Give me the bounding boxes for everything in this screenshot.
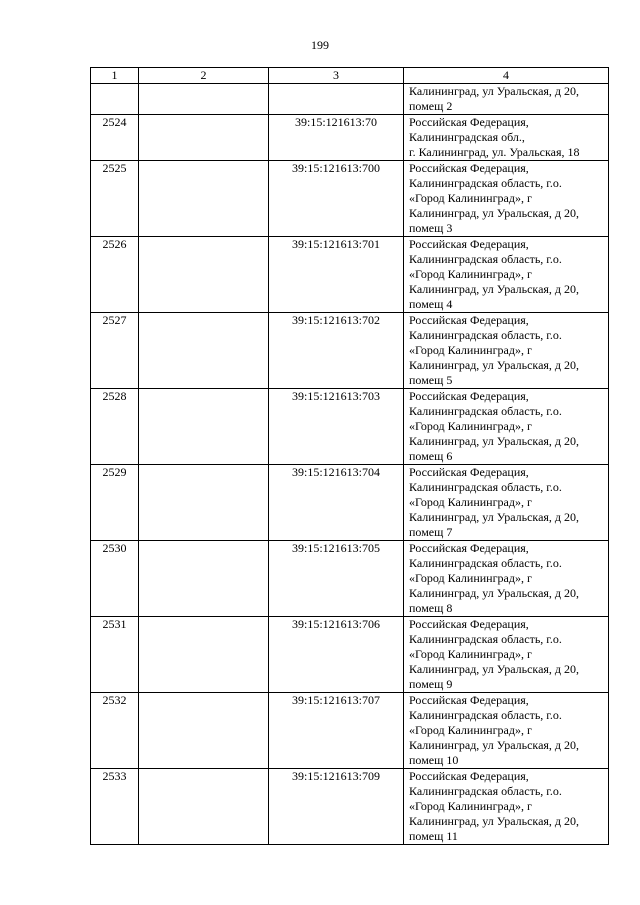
address-cell bbox=[404, 389, 609, 465]
address-line: Калининград, ул Уральская, д 20, bbox=[409, 814, 580, 828]
address-line: Калининградская область, г.о. bbox=[409, 784, 562, 798]
address-line: Калининград, ул Уральская, д 20, bbox=[409, 662, 580, 676]
row-col2 bbox=[139, 693, 269, 769]
address-line: Российская Федерация, bbox=[409, 237, 529, 251]
row-number: 2526 bbox=[91, 237, 139, 313]
cadastral-number: 39:15:121613:70 bbox=[269, 115, 404, 161]
row-number: 2524 bbox=[91, 115, 139, 161]
address-cell bbox=[404, 237, 609, 313]
table-row bbox=[91, 617, 609, 693]
cadastral-number bbox=[269, 84, 404, 115]
address-line: Российская Федерация, bbox=[409, 313, 529, 327]
row-number: 2530 bbox=[91, 541, 139, 617]
table-row bbox=[91, 313, 609, 389]
row-col2 bbox=[139, 313, 269, 389]
row-col2 bbox=[139, 465, 269, 541]
cadastral-number: 39:15:121613:705 bbox=[269, 541, 404, 617]
address-line: Калининград, ул Уральская, д 20, bbox=[409, 358, 580, 372]
table-row bbox=[91, 465, 609, 541]
row-col2 bbox=[139, 161, 269, 237]
cadastral-number: 39:15:121613:700 bbox=[269, 161, 404, 237]
address-line: помещ 11 bbox=[409, 829, 458, 843]
address-line: Калининградская область, г.о. bbox=[409, 252, 562, 266]
address-cell bbox=[404, 115, 609, 161]
row-col2 bbox=[139, 84, 269, 115]
cadastral-number: 39:15:121613:704 bbox=[269, 465, 404, 541]
address-line: помещ 9 bbox=[409, 677, 453, 691]
address-line: «Город Калининград», г bbox=[409, 495, 532, 509]
address-line: «Город Калининград», г bbox=[409, 723, 532, 737]
address-line: помещ 7 bbox=[409, 525, 453, 539]
address-line: «Город Калининград», г bbox=[409, 191, 532, 205]
cadastral-number: 39:15:121613:707 bbox=[269, 693, 404, 769]
address-cell bbox=[404, 693, 609, 769]
row-col2 bbox=[139, 115, 269, 161]
table-row bbox=[91, 693, 609, 769]
address-line: помещ 5 bbox=[409, 373, 453, 387]
header-col-1: 1 bbox=[91, 68, 139, 84]
address-line: «Город Калининград», г bbox=[409, 267, 532, 281]
header-col-2: 2 bbox=[139, 68, 269, 84]
row-number: 2532 bbox=[91, 693, 139, 769]
cadastral-number: 39:15:121613:703 bbox=[269, 389, 404, 465]
address-line: «Город Калининград», г bbox=[409, 419, 532, 433]
cadastral-number: 39:15:121613:709 bbox=[269, 769, 404, 845]
address-cell bbox=[404, 541, 609, 617]
address-line: Калининградская область, г.о. bbox=[409, 632, 562, 646]
address-line: Калининград, ул Уральская, д 20, bbox=[409, 282, 580, 296]
row-col2 bbox=[139, 541, 269, 617]
row-number: 2527 bbox=[91, 313, 139, 389]
row-number: 2525 bbox=[91, 161, 139, 237]
address-line: Калининград, ул Уральская, д 20, bbox=[409, 84, 580, 98]
address-line: помещ 8 bbox=[409, 601, 453, 615]
address-line: г. Калининград, ул. Уральская, 18 bbox=[409, 145, 580, 159]
address-line: Калининград, ул Уральская, д 20, bbox=[409, 206, 580, 220]
address-line: Российская Федерация, bbox=[409, 541, 529, 555]
table-row bbox=[91, 769, 609, 845]
address-line: Российская Федерация, bbox=[409, 693, 529, 707]
row-col2 bbox=[139, 389, 269, 465]
address-line: Калининградская область, г.о. bbox=[409, 556, 562, 570]
row-number: 2533 bbox=[91, 769, 139, 845]
address-cell bbox=[404, 465, 609, 541]
address-cell bbox=[404, 161, 609, 237]
address-cell bbox=[404, 769, 609, 845]
row-col2 bbox=[139, 769, 269, 845]
cadastral-number: 39:15:121613:701 bbox=[269, 237, 404, 313]
address-line: Калининград, ул Уральская, д 20, bbox=[409, 510, 580, 524]
address-line: Российская Федерация, bbox=[409, 465, 529, 479]
address-line: Российская Федерация, bbox=[409, 115, 529, 129]
address-line: Калининград, ул Уральская, д 20, bbox=[409, 738, 580, 752]
table-row bbox=[91, 237, 609, 313]
row-number: 2531 bbox=[91, 617, 139, 693]
table-header-row bbox=[91, 68, 609, 84]
address-line: «Город Калининград», г bbox=[409, 571, 532, 585]
address-line: Калининградская область, г.о. bbox=[409, 328, 562, 342]
row-col2 bbox=[139, 237, 269, 313]
cadastral-number: 39:15:121613:706 bbox=[269, 617, 404, 693]
address-cell bbox=[404, 84, 609, 115]
table-row bbox=[91, 84, 609, 115]
address-cell bbox=[404, 313, 609, 389]
row-number: 2528 bbox=[91, 389, 139, 465]
row-number bbox=[91, 84, 139, 115]
address-line: Калининградская область, г.о. bbox=[409, 176, 562, 190]
registry-table bbox=[90, 67, 609, 845]
address-line: Калининградская область, г.о. bbox=[409, 404, 562, 418]
table-row bbox=[91, 161, 609, 237]
address-line: «Город Калининград», г bbox=[409, 799, 532, 813]
table-row bbox=[91, 389, 609, 465]
table-row bbox=[91, 115, 609, 161]
row-col2 bbox=[139, 617, 269, 693]
header-col-4: 4 bbox=[404, 68, 609, 84]
address-line: Калининградская область, г.о. bbox=[409, 708, 562, 722]
address-cell bbox=[404, 617, 609, 693]
address-line: помещ 10 bbox=[409, 753, 459, 767]
header-col-3: 3 bbox=[269, 68, 404, 84]
table-row bbox=[91, 541, 609, 617]
table-body bbox=[91, 68, 609, 845]
address-line: помещ 6 bbox=[409, 449, 453, 463]
address-line: Калининград, ул Уральская, д 20, bbox=[409, 434, 580, 448]
page-number: 199 bbox=[311, 38, 329, 52]
address-line: Российская Федерация, bbox=[409, 389, 529, 403]
address-line: Российская Федерация, bbox=[409, 617, 529, 631]
address-line: Калининградская обл., bbox=[409, 130, 525, 144]
address-line: Российская Федерация, bbox=[409, 161, 529, 175]
address-line: помещ 3 bbox=[409, 221, 453, 235]
address-line: помещ 2 bbox=[409, 99, 453, 113]
cadastral-number: 39:15:121613:702 bbox=[269, 313, 404, 389]
address-line: Калининградская область, г.о. bbox=[409, 480, 562, 494]
address-line: помещ 4 bbox=[409, 297, 453, 311]
address-line: Калининград, ул Уральская, д 20, bbox=[409, 586, 580, 600]
address-line: Российская Федерация, bbox=[409, 769, 529, 783]
address-line: «Город Калининград», г bbox=[409, 343, 532, 357]
row-number: 2529 bbox=[91, 465, 139, 541]
address-line: «Город Калининград», г bbox=[409, 647, 532, 661]
